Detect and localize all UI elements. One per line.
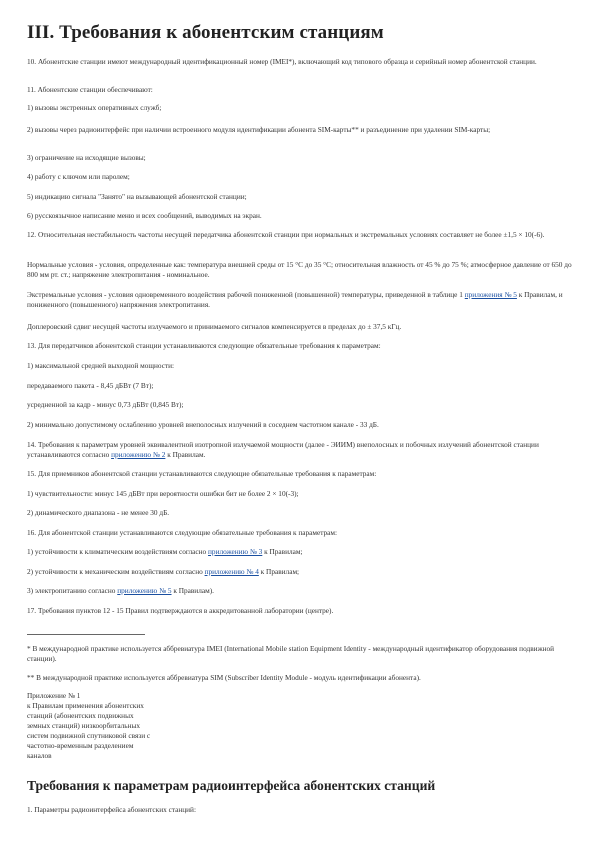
paragraph-radio-params: 1. Параметры радиоинтерфейса абонентских станций: bbox=[27, 805, 196, 814]
paragraph-16-2-tail: к Правилам; bbox=[258, 567, 300, 576]
paragraph-16-1-tail: к Правилам; bbox=[262, 547, 303, 556]
paragraph-13-2: 2) минимально допустимому ослаблению уровней внеполосных излучений в соседнем частотном канале - 33 дБ. bbox=[27, 420, 379, 429]
paragraph-13-1b: усредненной за кадр - минус 0,73 дБВт (0,845 Вт); bbox=[27, 400, 184, 409]
paragraph-11: 11. Абонентские станции обеспечивают: bbox=[27, 85, 153, 94]
paragraph-17: 17. Требования пунктов 12 - 15 Правил подтверждаются в аккредитованной лаборатории (центре). bbox=[27, 606, 334, 615]
paragraph-11-3: 3) ограничение на исходящие вызовы; bbox=[27, 153, 146, 162]
appendix-5-link-2[interactable]: приложению № 5 bbox=[117, 586, 172, 595]
paragraph-13-1: 1) максимальной средней выходной мощности: bbox=[27, 361, 175, 370]
paragraph-16: 16. Для абонентской станции устанавливаются следующие обязательные требования к параметрам: bbox=[27, 528, 338, 537]
paragraph-14 bbox=[27, 440, 572, 460]
paragraph-15: 15. Для приемников абонентской станции устанавливаются следующие обязательные требования к параметрам: bbox=[27, 469, 377, 478]
footnote-divider bbox=[27, 634, 145, 635]
appendix-line: систем подвижной спутниковой связи с bbox=[27, 731, 151, 740]
footnote-imei: * В международной практике используется аббревиатура IMEI (International Mobile station Equipment Identity - международный идентификатор оборудования подвижной станции). bbox=[27, 644, 555, 663]
paragraph-12-extreme-tail: к Правилам, и пониженного (повышенного) напряжения электропитания. bbox=[27, 290, 563, 309]
paragraph-15-1: 1) чувствительности: минус 145 дБВт при вероятности ошибки бит не более 2 × 10(-3); bbox=[27, 489, 299, 498]
footnote-sim: ** В международной практике используется аббревиатура SIM (Subscriber Identity Module - модуль идентификации абонента). bbox=[27, 673, 421, 682]
paragraph-13-1a: передаваемого пакета - 8,45 дБВт (7 Вт); bbox=[27, 381, 154, 390]
paragraph-16-2 bbox=[27, 567, 572, 577]
paragraph-12-extreme-text: Экстремальные условия - условия одновременного воздействия рабочей пониженной (повышенной) температуры, приведенной в таблице 1 bbox=[27, 290, 465, 299]
paragraph-12-normal: Нормальные условия - условия, определенные как: температура внешней среды от 15 °C до 35 °C; относительная влажность от 45 % до 75 %; атмосферное давление от 650 до 800 мм рт. ст.; напряжение электропитания - номинальное. bbox=[27, 260, 572, 279]
paragraph-15-2: 2) динамического диапазона - не менее 30 дБ. bbox=[27, 508, 170, 517]
appendix-2-link[interactable]: приложению № 2 bbox=[111, 450, 166, 459]
paragraph-14-tail: к Правилам. bbox=[165, 450, 206, 459]
paragraph-10: 10. Абонентские станции имеют международный идентификационный номер (IMEI*), включающий код типового образца и серийный номер абонентской станции. bbox=[27, 57, 537, 66]
appendix-line: станций (абонентских подвижных bbox=[27, 711, 134, 720]
paragraph-16-3-text: 3) электропитанию согласно bbox=[27, 586, 118, 595]
appendix-5-link[interactable]: приложения № 5 bbox=[464, 290, 517, 299]
appendix-line: частотно-временным разделением bbox=[27, 741, 134, 750]
paragraph-11-5: 5) индикацию сигнала "Занято" на вызывающей абонентской станции; bbox=[27, 192, 247, 201]
appendix-line: земных станций) низкоорбитальных bbox=[27, 721, 141, 730]
paragraph-11-4: 4) работу с ключом или паролем; bbox=[27, 172, 130, 181]
paragraph-16-1-text: 1) устойчивости к климатическим воздействиям согласно bbox=[27, 547, 209, 556]
paragraph-14-text: 14. Требования к параметрам уровней эквивалентной изотропной излучаемой мощности (далее - ЭИИМ) внеполосных и побочных излучений абонентской станции устанавливаются согласно bbox=[27, 440, 539, 459]
paragraph-16-1 bbox=[27, 547, 572, 557]
section-heading: Требования к параметрам радиоинтерфейса абонентских станций bbox=[27, 778, 436, 793]
appendix-3-link[interactable]: приложению № 3 bbox=[208, 547, 263, 556]
paragraph-11-2: 2) вызовы через радиоинтерфейс при наличии встроенного модуля идентификации абонента SIM-карты** и разъединение при удалении SIM-карты; bbox=[27, 125, 491, 134]
paragraph-12-doppler: Доплеровский сдвиг несущей частоты излучаемого и принимаемого сигналов компенсируется в пределах до ± 37,5 кГц. bbox=[27, 322, 402, 331]
paragraph-12: 12. Относительная нестабильность частоты несущей передатчика абонентской станции при нормальных и экстремальных условиях составляет не более ±1,5 × 10(-6). bbox=[27, 230, 545, 239]
paragraph-16-3-tail: к Правилам). bbox=[171, 586, 214, 595]
appendix-line: Приложение № 1 bbox=[27, 691, 81, 700]
appendix-line: к Правилам применения абонентских bbox=[27, 701, 144, 710]
paragraph-12-extreme bbox=[27, 290, 572, 310]
paragraph-11-6: 6) русскоязычное написание меню и всех сообщений, выводимых на экран. bbox=[27, 211, 262, 220]
appendix-header bbox=[27, 691, 227, 761]
paragraph-16-3 bbox=[27, 586, 572, 596]
appendix-4-link[interactable]: приложению № 4 bbox=[204, 567, 259, 576]
appendix-line: каналов bbox=[27, 751, 52, 760]
paragraph-16-2-text: 2) устойчивости к механическим воздействиям согласно bbox=[27, 567, 205, 576]
paragraph-11-1: 1) вызовы экстренных оперативных служб; bbox=[27, 103, 162, 112]
page-title: III. Требования к абонентским станциям bbox=[27, 22, 384, 43]
paragraph-13: 13. Для передатчиков абонентской станции устанавливаются следующие обязательные требования к параметрам: bbox=[27, 341, 381, 350]
